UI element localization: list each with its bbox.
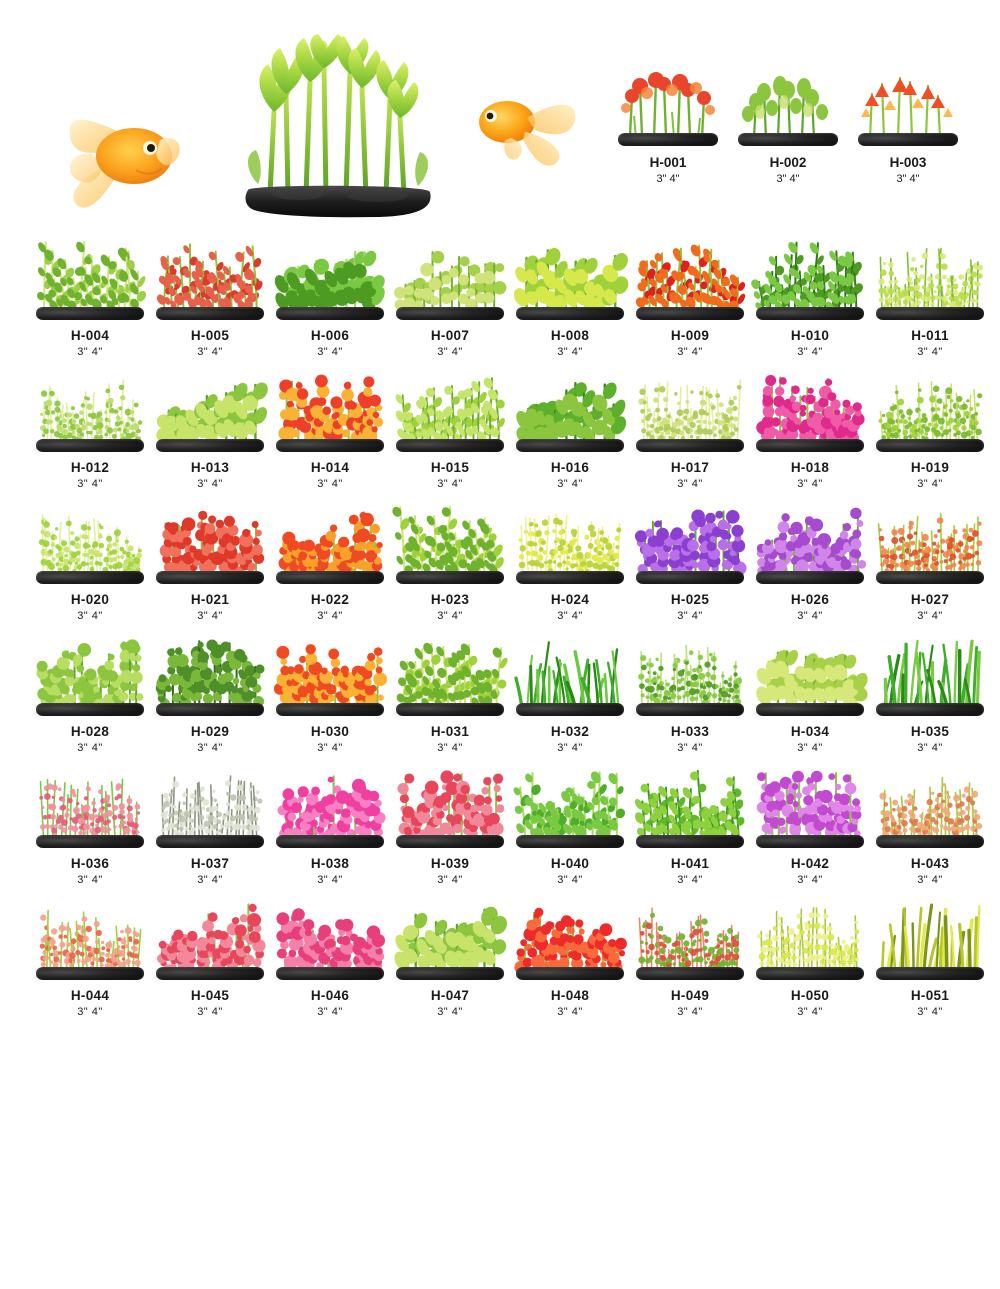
catalog-item[interactable] xyxy=(754,232,866,358)
item-code: H-040 xyxy=(550,856,590,871)
plant-base xyxy=(756,571,864,584)
item-thumbnail xyxy=(34,628,146,718)
plant-base xyxy=(156,439,264,452)
item-code: H-026 xyxy=(790,592,830,607)
plant-base xyxy=(876,571,984,584)
item-thumbnail xyxy=(754,760,866,850)
item-code: H-023 xyxy=(430,592,470,607)
item-thumbnail xyxy=(274,364,386,454)
item-thumbnail xyxy=(634,892,746,982)
item-thumbnail xyxy=(514,892,626,982)
plant-base xyxy=(756,967,864,980)
item-size: 3" 4" xyxy=(197,874,223,886)
catalog-item[interactable] xyxy=(634,892,746,1018)
plant-base xyxy=(516,967,624,980)
item-size: 3" 4" xyxy=(437,874,463,886)
plant-base xyxy=(276,967,384,980)
item-size: 3" 4" xyxy=(317,346,343,358)
item-code: H-043 xyxy=(910,856,950,871)
catalog-item[interactable] xyxy=(852,58,964,185)
catalog-item[interactable] xyxy=(634,232,746,358)
item-thumbnail xyxy=(274,496,386,586)
catalog-item[interactable] xyxy=(612,58,724,185)
item-code: H-027 xyxy=(910,592,950,607)
item-code: H-009 xyxy=(670,328,710,343)
catalog-item[interactable] xyxy=(514,628,626,754)
catalog-item[interactable] xyxy=(874,628,986,754)
plant-base xyxy=(276,703,384,716)
item-thumbnail xyxy=(874,628,986,718)
item-code: H-010 xyxy=(790,328,830,343)
feature-plant xyxy=(228,34,456,219)
catalog-item[interactable] xyxy=(34,364,146,490)
plant-base xyxy=(636,439,744,452)
item-code: H-025 xyxy=(670,592,710,607)
hero-section xyxy=(0,0,1000,232)
item-thumbnail xyxy=(634,496,746,586)
plant-base xyxy=(516,835,624,848)
item-code: H-039 xyxy=(430,856,470,871)
plant-base xyxy=(36,571,144,584)
catalog-item[interactable] xyxy=(634,628,746,754)
item-thumbnail xyxy=(754,364,866,454)
plant-base xyxy=(876,835,984,848)
item-size: 3" 4" xyxy=(197,346,223,358)
plant-base xyxy=(396,307,504,320)
item-size: 3" 4" xyxy=(677,478,703,490)
item-code: H-042 xyxy=(790,856,830,871)
plant-base xyxy=(156,835,264,848)
plant-base xyxy=(36,967,144,980)
hero-item-list xyxy=(612,58,964,185)
item-thumbnail xyxy=(154,760,266,850)
item-thumbnail xyxy=(154,232,266,322)
item-code: H-006 xyxy=(310,328,350,343)
item-thumbnail xyxy=(874,232,986,322)
catalog-item[interactable] xyxy=(34,496,146,622)
item-code: H-029 xyxy=(190,724,230,739)
item-size: 3" 4" xyxy=(77,742,103,754)
item-code: H-030 xyxy=(310,724,350,739)
plant-base xyxy=(396,967,504,980)
item-thumbnail xyxy=(754,496,866,586)
item-size: 3" 4" xyxy=(797,874,823,886)
catalog-item[interactable] xyxy=(874,364,986,490)
item-size: 3" 4" xyxy=(797,478,823,490)
plant-base xyxy=(516,439,624,452)
plant-base xyxy=(36,835,144,848)
catalog-item[interactable] xyxy=(394,892,506,1018)
item-size: 3" 4" xyxy=(317,478,343,490)
plant-base xyxy=(156,703,264,716)
item-size: 3" 4" xyxy=(317,742,343,754)
catalog-item[interactable] xyxy=(754,628,866,754)
item-code: H-015 xyxy=(430,460,470,475)
plant-base xyxy=(636,967,744,980)
catalog-item[interactable] xyxy=(874,496,986,622)
item-size: 3" 4" xyxy=(77,346,103,358)
item-thumbnail xyxy=(394,892,506,982)
item-thumbnail xyxy=(274,892,386,982)
item-size: 3" 4" xyxy=(437,742,463,754)
catalog-item[interactable] xyxy=(394,760,506,886)
catalog-item[interactable] xyxy=(274,232,386,358)
plant-base xyxy=(276,571,384,584)
item-code: H-007 xyxy=(430,328,470,343)
item-thumbnail xyxy=(634,628,746,718)
plant-base xyxy=(36,307,144,320)
item-code: H-001 xyxy=(649,155,687,170)
item-code: H-035 xyxy=(910,724,950,739)
item-size: 3" 4" xyxy=(77,1006,103,1018)
catalog-item[interactable] xyxy=(754,892,866,1018)
catalog-item[interactable] xyxy=(874,760,986,886)
plant-base xyxy=(396,703,504,716)
item-size: 3" 4" xyxy=(197,478,223,490)
item-size: 3" 4" xyxy=(797,346,823,358)
item-code: H-024 xyxy=(550,592,590,607)
plant-base xyxy=(756,703,864,716)
item-size: 3" 4" xyxy=(917,742,943,754)
goldfish-left-icon xyxy=(62,110,187,210)
catalog-item[interactable] xyxy=(732,58,844,185)
plant-base xyxy=(36,703,144,716)
item-code: H-005 xyxy=(190,328,230,343)
item-code: H-014 xyxy=(310,460,350,475)
item-thumbnail xyxy=(394,628,506,718)
item-thumbnail xyxy=(274,760,386,850)
item-size: 3" 4" xyxy=(677,1006,703,1018)
plant-base xyxy=(516,703,624,716)
plant-base xyxy=(276,835,384,848)
catalog-item[interactable] xyxy=(874,892,986,1018)
catalog-item[interactable] xyxy=(874,232,986,358)
item-code: H-011 xyxy=(911,328,949,343)
catalog-item[interactable] xyxy=(274,892,386,1018)
plant-base xyxy=(36,439,144,452)
item-code: H-020 xyxy=(70,592,110,607)
item-code: H-032 xyxy=(550,724,590,739)
item-size: 3" 4" xyxy=(917,1006,943,1018)
item-thumbnail xyxy=(514,364,626,454)
plant-base xyxy=(618,133,718,146)
item-code: H-008 xyxy=(550,328,590,343)
catalog-row xyxy=(0,628,1000,754)
plant-base xyxy=(756,835,864,848)
item-size: 3" 4" xyxy=(77,610,103,622)
catalog-item[interactable] xyxy=(154,628,266,754)
item-code: H-003 xyxy=(889,155,927,170)
item-size: 3" 4" xyxy=(317,874,343,886)
plant-base xyxy=(636,571,744,584)
item-size: 3" 4" xyxy=(776,173,800,185)
item-thumbnail xyxy=(874,760,986,850)
catalog-item[interactable] xyxy=(514,364,626,490)
item-thumbnail xyxy=(612,58,724,148)
plant-base xyxy=(738,133,838,146)
catalog-item[interactable] xyxy=(394,496,506,622)
plant-base xyxy=(156,571,264,584)
catalog-item[interactable] xyxy=(634,760,746,886)
item-size: 3" 4" xyxy=(197,1006,223,1018)
item-code: H-050 xyxy=(790,988,830,1003)
item-size: 3" 4" xyxy=(557,874,583,886)
plant-base xyxy=(636,835,744,848)
catalog-row xyxy=(0,364,1000,490)
item-thumbnail xyxy=(274,232,386,322)
item-thumbnail xyxy=(154,364,266,454)
item-code: H-041 xyxy=(670,856,710,871)
item-code: H-045 xyxy=(190,988,230,1003)
item-code: H-022 xyxy=(310,592,350,607)
item-thumbnail xyxy=(514,628,626,718)
catalog-item[interactable] xyxy=(274,628,386,754)
plant-base xyxy=(276,307,384,320)
item-size: 3" 4" xyxy=(677,346,703,358)
item-thumbnail xyxy=(874,892,986,982)
item-code: H-044 xyxy=(70,988,110,1003)
plant-base xyxy=(156,967,264,980)
item-size: 3" 4" xyxy=(656,173,680,185)
item-code: H-031 xyxy=(430,724,470,739)
goldfish-right-icon xyxy=(475,92,583,176)
item-thumbnail xyxy=(154,496,266,586)
item-code: H-037 xyxy=(190,856,230,871)
plant-base xyxy=(516,571,624,584)
item-code: H-038 xyxy=(310,856,350,871)
catalog-item[interactable] xyxy=(394,232,506,358)
item-size: 3" 4" xyxy=(557,1006,583,1018)
catalog-row xyxy=(0,760,1000,886)
plant-base xyxy=(876,307,984,320)
plant-base xyxy=(858,133,958,146)
item-thumbnail xyxy=(394,496,506,586)
plant-base xyxy=(756,439,864,452)
item-size: 3" 4" xyxy=(797,742,823,754)
item-size: 3" 4" xyxy=(197,742,223,754)
catalog-item[interactable] xyxy=(754,364,866,490)
catalog-row xyxy=(0,232,1000,358)
item-thumbnail xyxy=(514,232,626,322)
item-size: 3" 4" xyxy=(677,742,703,754)
item-code: H-016 xyxy=(550,460,590,475)
plant-base xyxy=(636,307,744,320)
catalog-row xyxy=(0,892,1000,1018)
item-code: H-051 xyxy=(910,988,950,1003)
item-code: H-002 xyxy=(769,155,807,170)
item-thumbnail xyxy=(754,628,866,718)
item-thumbnail xyxy=(514,496,626,586)
item-size: 3" 4" xyxy=(317,1006,343,1018)
item-thumbnail xyxy=(732,58,844,148)
item-thumbnail xyxy=(154,628,266,718)
item-size: 3" 4" xyxy=(437,1006,463,1018)
item-code: H-021 xyxy=(190,592,230,607)
catalog-item[interactable] xyxy=(754,496,866,622)
catalog-item[interactable] xyxy=(154,760,266,886)
plant-base xyxy=(276,439,384,452)
item-thumbnail xyxy=(514,760,626,850)
item-thumbnail xyxy=(154,892,266,982)
item-size: 3" 4" xyxy=(677,610,703,622)
item-code: H-036 xyxy=(70,856,110,871)
item-size: 3" 4" xyxy=(917,610,943,622)
item-size: 3" 4" xyxy=(557,610,583,622)
item-code: H-004 xyxy=(70,328,110,343)
catalog-item[interactable] xyxy=(154,892,266,1018)
item-thumbnail xyxy=(874,364,986,454)
item-size: 3" 4" xyxy=(77,478,103,490)
item-thumbnail xyxy=(34,760,146,850)
item-size: 3" 4" xyxy=(917,478,943,490)
plant-base xyxy=(876,439,984,452)
item-thumbnail xyxy=(274,628,386,718)
item-thumbnail xyxy=(394,760,506,850)
item-thumbnail xyxy=(852,58,964,148)
catalog-item[interactable] xyxy=(754,760,866,886)
item-size: 3" 4" xyxy=(557,742,583,754)
item-size: 3" 4" xyxy=(557,346,583,358)
item-thumbnail xyxy=(34,892,146,982)
item-code: H-013 xyxy=(190,460,230,475)
catalog-item[interactable] xyxy=(634,496,746,622)
item-thumbnail xyxy=(634,232,746,322)
catalog-item[interactable] xyxy=(394,628,506,754)
item-code: H-012 xyxy=(70,460,110,475)
item-size: 3" 4" xyxy=(77,874,103,886)
item-size: 3" 4" xyxy=(437,610,463,622)
plant-base xyxy=(756,307,864,320)
item-thumbnail xyxy=(34,232,146,322)
catalog-item[interactable] xyxy=(514,892,626,1018)
item-code: H-048 xyxy=(550,988,590,1003)
catalog-item[interactable] xyxy=(274,364,386,490)
item-code: H-046 xyxy=(310,988,350,1003)
item-code: H-034 xyxy=(790,724,830,739)
catalog-item[interactable] xyxy=(154,232,266,358)
plant-base xyxy=(156,307,264,320)
item-code: H-017 xyxy=(670,460,710,475)
item-thumbnail xyxy=(394,232,506,322)
item-size: 3" 4" xyxy=(317,610,343,622)
catalog-item[interactable] xyxy=(34,232,146,358)
item-thumbnail xyxy=(394,364,506,454)
catalog-item[interactable] xyxy=(274,496,386,622)
catalog-item[interactable] xyxy=(514,232,626,358)
item-code: H-028 xyxy=(70,724,110,739)
plant-base xyxy=(516,307,624,320)
item-code: H-047 xyxy=(430,988,470,1003)
plant-base xyxy=(876,703,984,716)
item-size: 3" 4" xyxy=(437,346,463,358)
item-thumbnail xyxy=(874,496,986,586)
catalog-item[interactable] xyxy=(34,892,146,1018)
plant-base xyxy=(636,703,744,716)
item-size: 3" 4" xyxy=(896,173,920,185)
catalog-item[interactable] xyxy=(514,496,626,622)
item-size: 3" 4" xyxy=(197,610,223,622)
item-size: 3" 4" xyxy=(437,478,463,490)
item-thumbnail xyxy=(754,892,866,982)
item-code: H-019 xyxy=(910,460,950,475)
catalog-item[interactable] xyxy=(154,496,266,622)
item-code: H-049 xyxy=(670,988,710,1003)
item-thumbnail xyxy=(754,232,866,322)
catalog-item[interactable] xyxy=(634,364,746,490)
catalog-item[interactable] xyxy=(34,628,146,754)
plant-base xyxy=(396,835,504,848)
item-size: 3" 4" xyxy=(557,478,583,490)
item-thumbnail xyxy=(634,760,746,850)
item-thumbnail xyxy=(634,364,746,454)
item-size: 3" 4" xyxy=(797,1006,823,1018)
catalog-item[interactable] xyxy=(34,760,146,886)
catalog-item[interactable] xyxy=(274,760,386,886)
item-thumbnail xyxy=(34,364,146,454)
catalog-item[interactable] xyxy=(394,364,506,490)
item-size: 3" 4" xyxy=(917,346,943,358)
catalog-grid xyxy=(0,232,1000,1018)
plant-base xyxy=(396,439,504,452)
item-thumbnail xyxy=(34,496,146,586)
item-size: 3" 4" xyxy=(917,874,943,886)
item-code: H-018 xyxy=(790,460,830,475)
plant-base xyxy=(876,967,984,980)
item-size: 3" 4" xyxy=(677,874,703,886)
catalog-item[interactable] xyxy=(514,760,626,886)
plant-base xyxy=(396,571,504,584)
catalog-row xyxy=(0,496,1000,622)
item-code: H-033 xyxy=(670,724,710,739)
item-size: 3" 4" xyxy=(797,610,823,622)
catalog-item[interactable] xyxy=(154,364,266,490)
